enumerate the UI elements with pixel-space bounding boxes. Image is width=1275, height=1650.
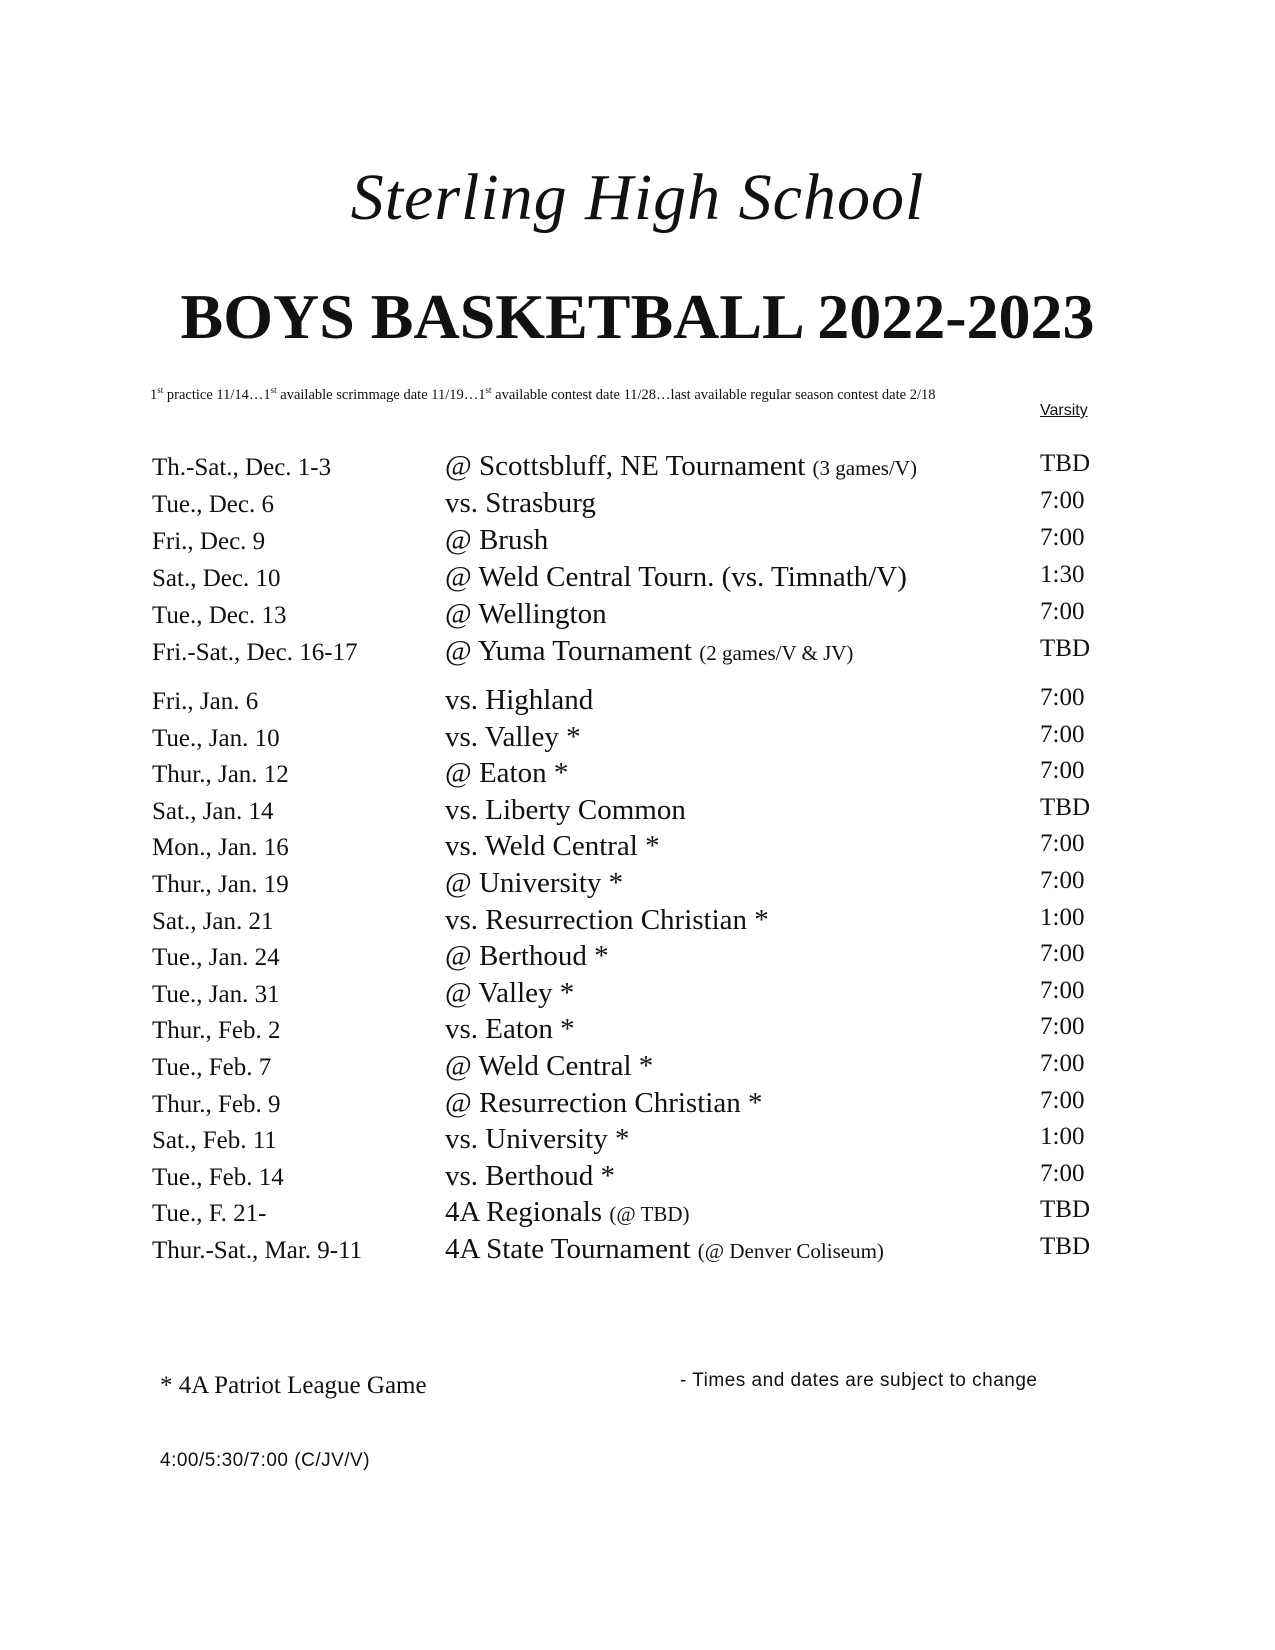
opponent-name: @ University * (445, 867, 624, 899)
game-date: Thur., Jan. 12 (152, 761, 289, 789)
opponent-name: @ Berthoud * (445, 940, 609, 973)
opponent-name: 4A Regionals (445, 1196, 603, 1229)
game-opponent (445, 561, 907, 594)
table-row (0, 867, 1275, 905)
table-row (0, 635, 1275, 673)
game-time: 7:00 (1040, 487, 1085, 514)
opponent-detail: (3 games/V) (812, 456, 917, 480)
opponent-detail: (2 games/V & JV) (699, 641, 854, 665)
game-time: TBD (1040, 1196, 1090, 1224)
opponent-name: vs. Berthoud * (445, 1159, 615, 1192)
game-opponent (445, 977, 574, 1010)
game-time: 1:00 (1040, 903, 1085, 931)
note-contest-num: 1 (478, 386, 486, 403)
note-contest-text: available contest date 11/28…last available regular season contest date 2/18 (491, 386, 936, 403)
game-date: Tue., Feb. 7 (152, 1054, 272, 1081)
game-opponent (445, 1233, 884, 1266)
game-opponent (445, 1196, 690, 1229)
game-opponent (445, 721, 581, 754)
table-row (0, 757, 1275, 795)
game-date: Tue., F. 21- (152, 1200, 267, 1228)
table-row (0, 1196, 1275, 1234)
table-row (0, 721, 1275, 759)
opponent-name: @ Wellington (445, 598, 607, 630)
table-row (0, 977, 1275, 1015)
opponent-name: vs. Highland (445, 684, 594, 716)
note-practice-num: 1 (150, 386, 158, 403)
game-time: 7:00 (1040, 976, 1085, 1004)
game-time: 7:00 (1040, 720, 1085, 748)
game-time: 7:00 (1040, 1159, 1085, 1187)
game-date: Thur., Feb. 2 (152, 1017, 281, 1045)
game-opponent (445, 524, 548, 557)
game-time: 7:00 (1040, 1013, 1085, 1041)
game-time: 7:00 (1040, 940, 1085, 968)
table-row (0, 1233, 1275, 1271)
opponent-name: vs. Weld Central * (445, 830, 660, 863)
game-opponent (445, 1160, 615, 1193)
opponent-name: vs. Valley * (445, 720, 581, 753)
opponent-name: vs. Resurrection Christian * (445, 903, 769, 936)
table-row (0, 684, 1275, 722)
game-date: Sat., Feb. 11 (152, 1127, 277, 1155)
game-time: 7:00 (1040, 598, 1085, 625)
game-date: Mon., Jan. 16 (152, 834, 289, 862)
table-row (0, 940, 1275, 978)
opponent-name: @ Weld Central * (445, 1050, 654, 1082)
page-title: BOYS BASKETBALL 2022-2023 (180, 281, 1095, 352)
game-date: Thur., Feb. 9 (152, 1090, 281, 1118)
opponent-name: vs. University * (445, 1123, 630, 1156)
game-time: 7:00 (1040, 757, 1085, 785)
game-date: Fri.-Sat., Dec. 16-17 (152, 639, 358, 666)
table-row (0, 1050, 1275, 1088)
game-date: Tue., Feb. 14 (152, 1163, 284, 1191)
table-row (0, 904, 1275, 942)
note-scrimmage-num: 1 (263, 386, 271, 403)
varsity-column-header: Varsity (1040, 402, 1088, 419)
game-date: Fri., Jan. 6 (152, 688, 259, 715)
opponent-name: @ Brush (445, 524, 549, 556)
opponent-name: @ Yuma Tournament (445, 635, 692, 667)
game-date: Fri., Dec. 9 (152, 528, 266, 555)
table-row (0, 598, 1275, 636)
game-time: TBD (1040, 1233, 1090, 1260)
game-time: TBD (1040, 635, 1090, 662)
game-date: Tue., Dec. 6 (152, 491, 274, 518)
note-practice-text: practice 11/14… (163, 386, 264, 403)
game-opponent (445, 450, 917, 483)
table-row (0, 830, 1275, 868)
opponent-name: 4A State Tournament (445, 1233, 691, 1265)
note-scrimmage-sup: st (270, 385, 277, 395)
table-row (0, 1087, 1275, 1125)
note-contest-sup: st (485, 385, 492, 395)
game-date: Thur.-Sat., Mar. 9-11 (152, 1237, 363, 1264)
game-time: 7:00 (1040, 867, 1085, 894)
table-row (0, 524, 1275, 562)
game-opponent (445, 684, 593, 717)
schedule-disclaimer: - Times and dates are subject to change (680, 1370, 1038, 1391)
opponent-name: @ Weld Central Tourn. (vs. Timnath/V) (445, 561, 907, 593)
game-opponent (445, 757, 568, 790)
game-date: Tue., Jan. 24 (152, 944, 280, 972)
game-date: Th.-Sat., Dec. 1-3 (152, 454, 332, 481)
league-game-legend: * 4A Patriot League Game (160, 1372, 427, 1399)
game-date: Sat., Jan. 14 (152, 797, 274, 825)
game-opponent (445, 830, 660, 863)
game-times-legend: 4:00/5:30/7:00 (C/JV/V) (160, 1450, 371, 1471)
table-row (0, 794, 1275, 832)
game-time: 7:00 (1040, 830, 1085, 858)
opponent-name: @ Resurrection Christian * (445, 1086, 763, 1119)
opponent-detail: (@ Denver Coliseum) (697, 1239, 884, 1263)
game-opponent (445, 487, 596, 520)
opponent-name: @ Eaton * (445, 757, 569, 790)
game-opponent (445, 1050, 653, 1083)
game-date: Tue., Jan. 10 (152, 724, 280, 752)
opponent-name: vs. Eaton * (445, 1013, 575, 1046)
game-date: Thur., Jan. 19 (152, 871, 289, 898)
game-date: Sat., Dec. 10 (152, 565, 281, 592)
game-opponent (445, 635, 853, 668)
table-row (0, 1160, 1275, 1198)
game-time: 7:00 (1040, 1086, 1085, 1114)
game-time: 1:00 (1040, 1123, 1085, 1151)
opponent-name: @ Valley * (445, 976, 575, 1009)
game-time: TBD (1040, 450, 1090, 477)
game-opponent (445, 794, 686, 827)
game-opponent (445, 940, 609, 973)
game-date: Sat., Jan. 21 (152, 907, 274, 935)
game-opponent (445, 598, 607, 631)
opponent-name: vs. Strasburg (445, 487, 596, 519)
game-opponent (445, 867, 623, 900)
table-row (0, 1013, 1275, 1051)
game-opponent (445, 1013, 575, 1046)
note-scrimmage-text: available scrimmage date 11/19… (276, 386, 479, 403)
game-opponent (445, 904, 769, 937)
table-row (0, 450, 1275, 488)
school-name: Sterling High School (350, 161, 925, 234)
table-row (0, 487, 1275, 525)
opponent-detail: (@ TBD) (609, 1202, 690, 1227)
note-practice-sup: st (157, 385, 164, 395)
game-time: 7:00 (1040, 1050, 1085, 1077)
table-row (0, 561, 1275, 599)
game-opponent (445, 1087, 762, 1120)
game-opponent (445, 1123, 629, 1156)
game-time: TBD (1040, 793, 1090, 821)
game-time: 7:00 (1040, 684, 1085, 711)
game-time: 1:30 (1040, 561, 1085, 588)
game-time: 7:00 (1040, 524, 1085, 551)
opponent-name: @ Scottsbluff, NE Tournament (445, 450, 806, 482)
table-row (0, 1123, 1275, 1161)
opponent-name: vs. Liberty Common (445, 793, 686, 826)
game-date: Tue., Jan. 31 (152, 980, 280, 1008)
game-date: Tue., Dec. 13 (152, 602, 287, 629)
